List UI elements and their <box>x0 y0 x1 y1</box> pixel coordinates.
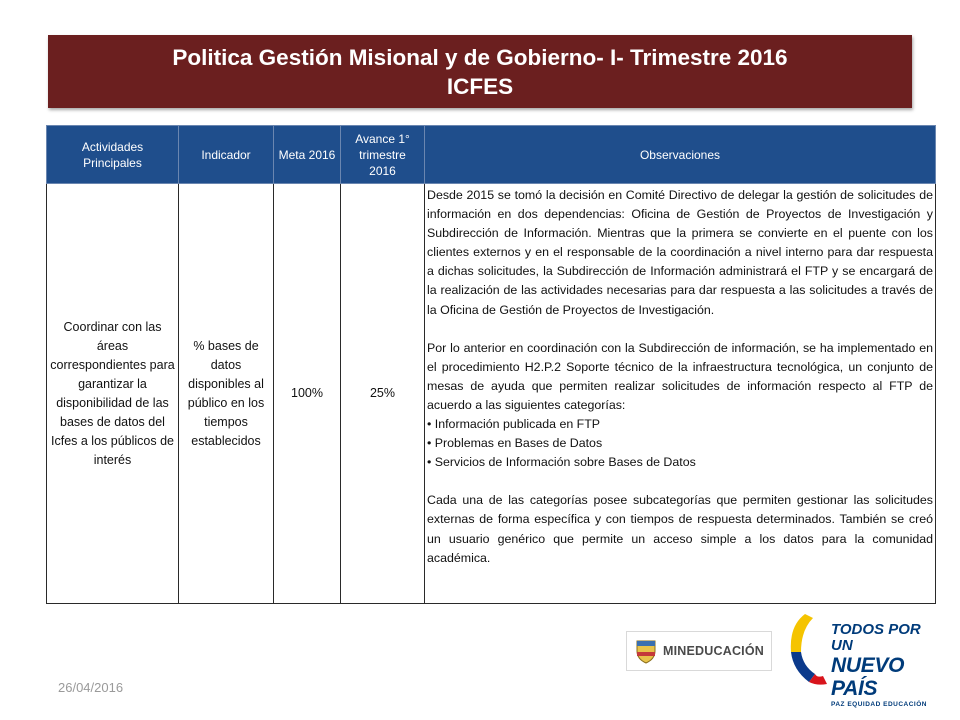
page-title: Politica Gestión Misional y de Gobierno- I- Trimestre 2016 <box>172 44 788 70</box>
todos-por-un-nuevo-pais-logo <box>783 612 933 708</box>
mineducacion-label: MINEDUCACIÓN <box>663 644 765 658</box>
mineducacion-logo <box>626 631 772 671</box>
obs-bullet-1: • Información publicada en FTP <box>427 417 601 432</box>
flag-swoosh-icon <box>783 612 833 688</box>
nuevo-pais-line-3: PAZ EQUIDAD EDUCACIÓN <box>831 701 927 708</box>
obs-paragraph-3: Cada una de las categorías posee subcategorías que permiten gestionar las solicitudes externas de forma específica y con tiempos de respuesta determinados. También se creó un usuario genérico que permite un acceso simple a los datos para la comunidad académica. <box>427 493 933 565</box>
cell-meta: 100% <box>274 184 341 604</box>
cell-observaciones <box>425 184 936 604</box>
header-observaciones: Observaciones <box>425 126 936 184</box>
header-actividades: Actividades Principales <box>47 126 179 184</box>
footer-date: 26/04/2016 <box>58 680 124 695</box>
cell-actividad: Coordinar con las áreas correspondientes para garantizar la disponibilidad de las bases de datos del Icfes a los públicos de interés <box>47 184 179 604</box>
obs-bullet-2: • Problemas en Bases de Datos <box>427 436 603 451</box>
nuevo-pais-line-2: NUEVO PAÍS <box>831 654 905 700</box>
obs-bullet-3: • Servicios de Información sobre Bases de Datos <box>427 455 696 470</box>
cell-indicador: % bases de datos disponibles al público en los tiempos establecidos <box>179 184 274 604</box>
nuevo-pais-line-1: TODOS POR UN <box>831 621 921 654</box>
header-meta: Meta 2016 <box>274 126 341 184</box>
coat-of-arms-icon <box>635 638 657 664</box>
table-header-row <box>47 126 936 184</box>
activities-table <box>46 125 936 604</box>
page-subtitle: ICFES <box>446 73 514 99</box>
table-row <box>47 184 936 604</box>
cell-avance: 25% <box>341 184 425 604</box>
obs-paragraph-1: Desde 2015 se tomó la decisión en Comité Directivo de delegar la gestión de solicitudes de información en dos dependencias: Oficina de Gestión de Proyectos de Investigación y Subdirección de Información. Mientras que la primera se convierte en el puente con los clientes externos y en el responsable de la coordinación a nivel interno para dar respuesta a dichas solicitudes, la Subdirección de Información administrará el FTP y se encargará de la realización de las actividades necesarias para dar respuesta a las solicitudes a través de la Oficina de Gestión de Proyectos de Investigación. <box>427 188 933 317</box>
obs-paragraph-2: Por lo anterior en coordinación con la Subdirección de información, se ha implementado en el procedimiento H2.P.2 Soporte técnico de la infraestructura tecnológica, un conjunto de mesas de ayuda que permiten realizar solicitudes de información respecto al FTP de acuerdo a las siguientes categorías: <box>427 340 933 412</box>
title-banner <box>48 35 912 108</box>
nuevo-pais-text <box>831 622 933 709</box>
header-indicador: Indicador <box>179 126 274 184</box>
header-avance: Avance 1° trimestre 2016 <box>341 126 425 184</box>
